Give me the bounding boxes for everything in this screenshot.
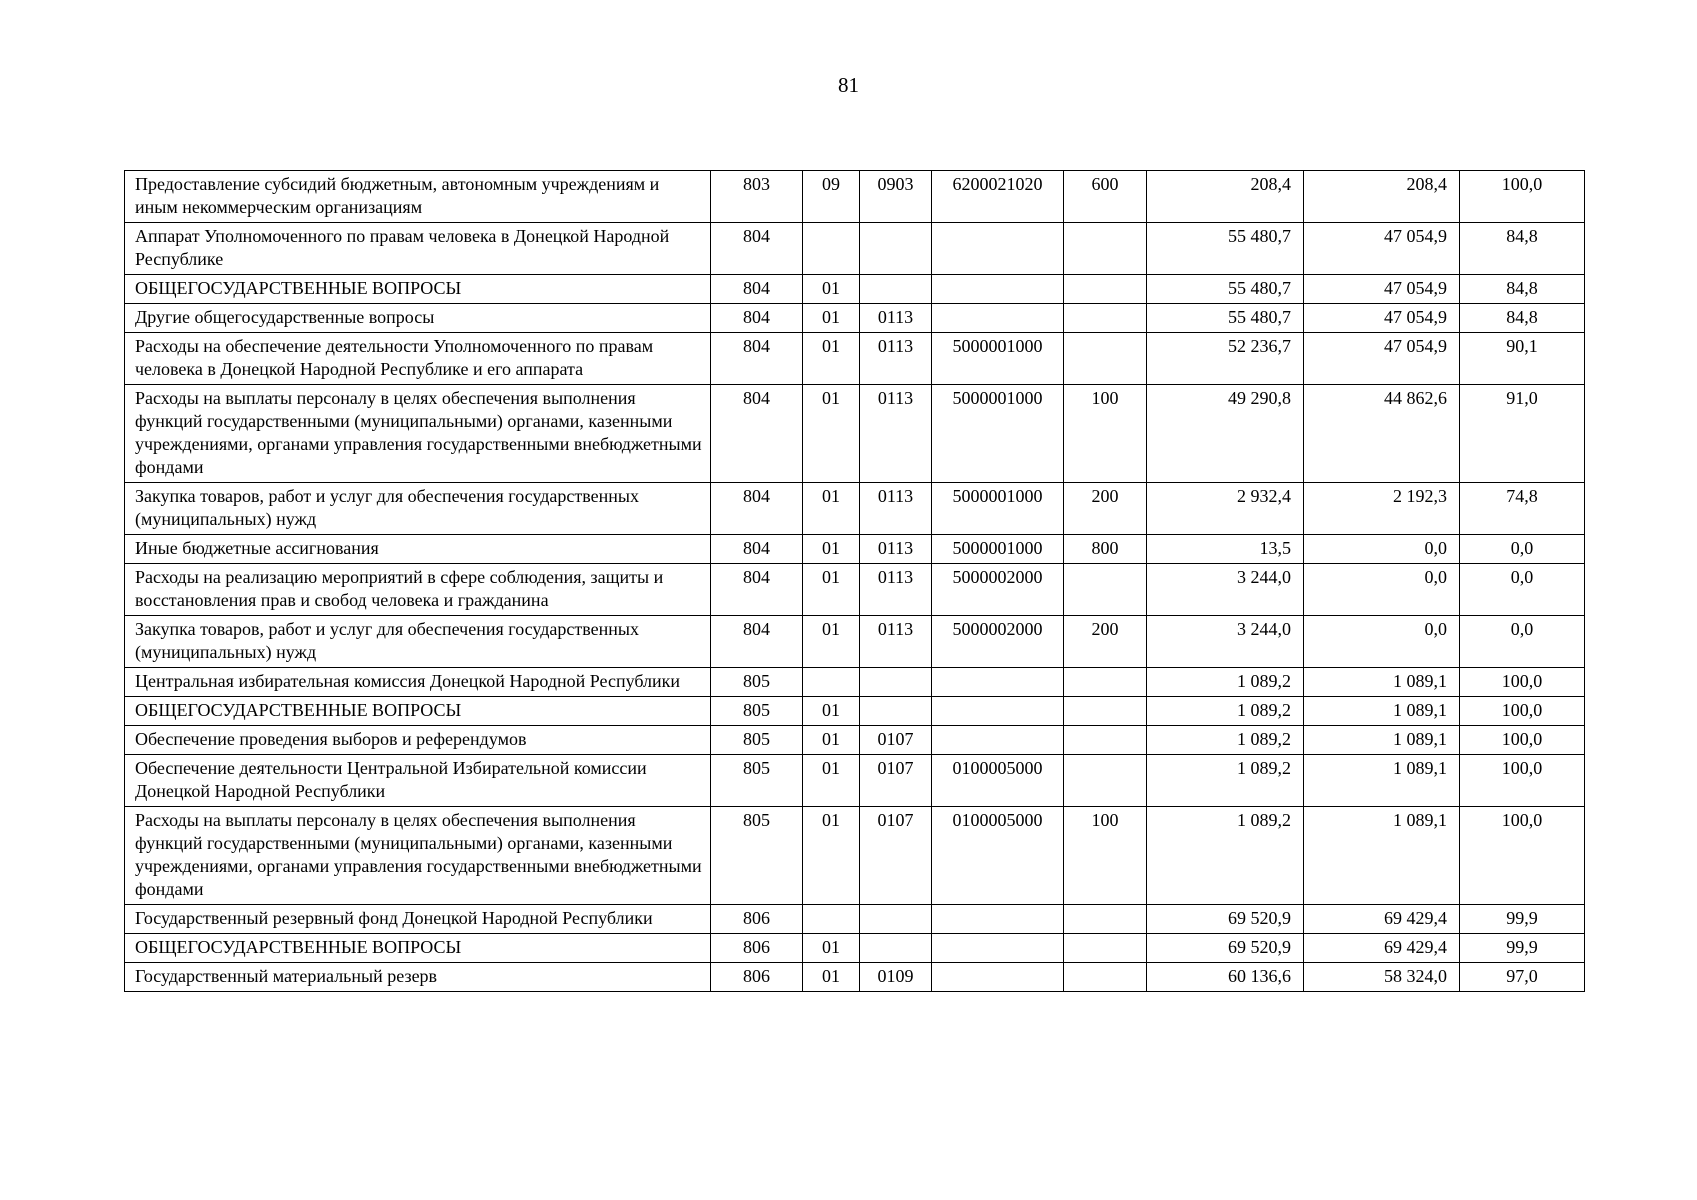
- execution-percent-cell: 74,8: [1460, 483, 1585, 535]
- row-name-cell: Предоставление субсидий бюджетным, автономным учреждениям и иным некоммерческим организациям: [125, 171, 711, 223]
- execution-percent-cell: 91,0: [1460, 385, 1585, 483]
- execution-percent-cell: 100,0: [1460, 668, 1585, 697]
- section-code-cell: 01: [803, 755, 860, 807]
- execution-percent-cell: 99,9: [1460, 905, 1585, 934]
- table-row: [125, 697, 1585, 726]
- table-row: [125, 668, 1585, 697]
- row-name-cell: Центральная избирательная комиссия Донецкой Народной Республики: [125, 668, 711, 697]
- section-code-cell: 01: [803, 483, 860, 535]
- execution-percent-cell: 100,0: [1460, 726, 1585, 755]
- ved-code-cell: 804: [711, 275, 803, 304]
- section-code-cell: [803, 905, 860, 934]
- ved-code-cell: 806: [711, 905, 803, 934]
- section-code-cell: 09: [803, 171, 860, 223]
- expense-type-cell: [1064, 697, 1147, 726]
- subsection-code-cell: [860, 668, 932, 697]
- execution-percent-cell: 90,1: [1460, 333, 1585, 385]
- ved-code-cell: 804: [711, 483, 803, 535]
- row-name-cell: Расходы на выплаты персоналу в целях обеспечения выполнения функций государственными (муниципальными) органами, казенными учреждениями, органами управления государственными внебюджетными фондами: [125, 807, 711, 905]
- planned-amount-cell: 55 480,7: [1147, 223, 1304, 275]
- actual-amount-cell: 58 324,0: [1304, 963, 1460, 992]
- execution-percent-cell: 84,8: [1460, 304, 1585, 333]
- table-row: [125, 385, 1585, 483]
- planned-amount-cell: 55 480,7: [1147, 304, 1304, 333]
- planned-amount-cell: 3 244,0: [1147, 616, 1304, 668]
- expense-type-cell: 200: [1064, 616, 1147, 668]
- row-name-cell: Обеспечение проведения выборов и референдумов: [125, 726, 711, 755]
- ved-code-cell: 805: [711, 755, 803, 807]
- table-row: [125, 616, 1585, 668]
- ved-code-cell: 805: [711, 726, 803, 755]
- planned-amount-cell: 1 089,2: [1147, 755, 1304, 807]
- target-article-cell: 5000001000: [932, 483, 1064, 535]
- execution-percent-cell: 84,8: [1460, 275, 1585, 304]
- row-name-cell: Закупка товаров, работ и услуг для обеспечения государственных (муниципальных) нужд: [125, 616, 711, 668]
- subsection-code-cell: [860, 223, 932, 275]
- expense-type-cell: [1064, 726, 1147, 755]
- expense-type-cell: [1064, 333, 1147, 385]
- planned-amount-cell: 1 089,2: [1147, 697, 1304, 726]
- execution-percent-cell: 99,9: [1460, 934, 1585, 963]
- section-code-cell: 01: [803, 564, 860, 616]
- table-row: [125, 755, 1585, 807]
- target-article-cell: 0100005000: [932, 755, 1064, 807]
- planned-amount-cell: 52 236,7: [1147, 333, 1304, 385]
- expense-type-cell: [1064, 934, 1147, 963]
- expense-type-cell: [1064, 223, 1147, 275]
- table-row: [125, 564, 1585, 616]
- ved-code-cell: 806: [711, 934, 803, 963]
- target-article-cell: 5000001000: [932, 333, 1064, 385]
- subsection-code-cell: 0107: [860, 755, 932, 807]
- target-article-cell: [932, 726, 1064, 755]
- expense-type-cell: [1064, 668, 1147, 697]
- section-code-cell: 01: [803, 726, 860, 755]
- subsection-code-cell: 0113: [860, 564, 932, 616]
- actual-amount-cell: 69 429,4: [1304, 934, 1460, 963]
- target-article-cell: [932, 304, 1064, 333]
- ved-code-cell: 804: [711, 616, 803, 668]
- row-name-cell: Обеспечение деятельности Центральной Избирательной комиссии Донецкой Народной Республики: [125, 755, 711, 807]
- expense-type-cell: [1064, 275, 1147, 304]
- row-name-cell: Расходы на обеспечение деятельности Уполномоченного по правам человека в Донецкой Народной Республике и его аппарата: [125, 333, 711, 385]
- planned-amount-cell: 60 136,6: [1147, 963, 1304, 992]
- execution-percent-cell: 84,8: [1460, 223, 1585, 275]
- actual-amount-cell: 208,4: [1304, 171, 1460, 223]
- execution-percent-cell: 100,0: [1460, 807, 1585, 905]
- section-code-cell: 01: [803, 304, 860, 333]
- section-code-cell: 01: [803, 333, 860, 385]
- target-article-cell: [932, 223, 1064, 275]
- row-name-cell: Иные бюджетные ассигнования: [125, 535, 711, 564]
- actual-amount-cell: 47 054,9: [1304, 304, 1460, 333]
- actual-amount-cell: 0,0: [1304, 616, 1460, 668]
- planned-amount-cell: 1 089,2: [1147, 668, 1304, 697]
- section-code-cell: 01: [803, 385, 860, 483]
- ved-code-cell: 804: [711, 385, 803, 483]
- expense-type-cell: 100: [1064, 807, 1147, 905]
- table-row: [125, 963, 1585, 992]
- execution-percent-cell: 100,0: [1460, 755, 1585, 807]
- planned-amount-cell: 1 089,2: [1147, 726, 1304, 755]
- table-row: [125, 483, 1585, 535]
- target-article-cell: [932, 934, 1064, 963]
- target-article-cell: [932, 275, 1064, 304]
- planned-amount-cell: 3 244,0: [1147, 564, 1304, 616]
- section-code-cell: 01: [803, 535, 860, 564]
- actual-amount-cell: 0,0: [1304, 564, 1460, 616]
- ved-code-cell: 804: [711, 564, 803, 616]
- row-name-cell: Государственный резервный фонд Донецкой Народной Республики: [125, 905, 711, 934]
- target-article-cell: [932, 697, 1064, 726]
- expense-type-cell: 800: [1064, 535, 1147, 564]
- actual-amount-cell: 1 089,1: [1304, 668, 1460, 697]
- section-code-cell: [803, 223, 860, 275]
- table-row: [125, 934, 1585, 963]
- page-number: 81: [838, 73, 859, 97]
- actual-amount-cell: 1 089,1: [1304, 726, 1460, 755]
- budget-table-body: [125, 171, 1585, 992]
- row-name-cell: ОБЩЕГОСУДАРСТВЕННЫЕ ВОПРОСЫ: [125, 697, 711, 726]
- subsection-code-cell: 0113: [860, 483, 932, 535]
- target-article-cell: [932, 963, 1064, 992]
- actual-amount-cell: 1 089,1: [1304, 755, 1460, 807]
- section-code-cell: 01: [803, 275, 860, 304]
- execution-percent-cell: 100,0: [1460, 697, 1585, 726]
- subsection-code-cell: 0113: [860, 333, 932, 385]
- target-article-cell: [932, 668, 1064, 697]
- section-code-cell: 01: [803, 807, 860, 905]
- ved-code-cell: 804: [711, 223, 803, 275]
- ved-code-cell: 805: [711, 668, 803, 697]
- row-name-cell: Закупка товаров, работ и услуг для обеспечения государственных (муниципальных) нужд: [125, 483, 711, 535]
- expense-type-cell: [1064, 963, 1147, 992]
- actual-amount-cell: 1 089,1: [1304, 807, 1460, 905]
- expense-type-cell: [1064, 304, 1147, 333]
- ved-code-cell: 804: [711, 304, 803, 333]
- row-name-cell: Расходы на выплаты персоналу в целях обеспечения выполнения функций государственными (муниципальными) органами, казенными учреждениями, органами управления государственными внебюджетными фондами: [125, 385, 711, 483]
- subsection-code-cell: [860, 905, 932, 934]
- row-name-cell: Государственный материальный резерв: [125, 963, 711, 992]
- subsection-code-cell: 0113: [860, 304, 932, 333]
- expense-type-cell: 600: [1064, 171, 1147, 223]
- actual-amount-cell: 1 089,1: [1304, 697, 1460, 726]
- section-code-cell: 01: [803, 934, 860, 963]
- planned-amount-cell: 1 089,2: [1147, 807, 1304, 905]
- table-row: [125, 807, 1585, 905]
- expense-type-cell: [1064, 905, 1147, 934]
- table-row: [125, 535, 1585, 564]
- section-code-cell: 01: [803, 963, 860, 992]
- section-code-cell: 01: [803, 697, 860, 726]
- subsection-code-cell: 0113: [860, 535, 932, 564]
- actual-amount-cell: 69 429,4: [1304, 905, 1460, 934]
- expense-type-cell: 200: [1064, 483, 1147, 535]
- ved-code-cell: 805: [711, 697, 803, 726]
- planned-amount-cell: 13,5: [1147, 535, 1304, 564]
- row-name-cell: Аппарат Уполномоченного по правам человека в Донецкой Народной Республике: [125, 223, 711, 275]
- target-article-cell: 6200021020: [932, 171, 1064, 223]
- table-row: [125, 726, 1585, 755]
- table-row: [125, 304, 1585, 333]
- actual-amount-cell: 0,0: [1304, 535, 1460, 564]
- row-name-cell: ОБЩЕГОСУДАРСТВЕННЫЕ ВОПРОСЫ: [125, 275, 711, 304]
- target-article-cell: 5000002000: [932, 616, 1064, 668]
- ved-code-cell: 804: [711, 333, 803, 385]
- expense-type-cell: 100: [1064, 385, 1147, 483]
- ved-code-cell: 803: [711, 171, 803, 223]
- table-row: [125, 275, 1585, 304]
- execution-percent-cell: 0,0: [1460, 535, 1585, 564]
- execution-percent-cell: 97,0: [1460, 963, 1585, 992]
- subsection-code-cell: 0107: [860, 807, 932, 905]
- actual-amount-cell: 2 192,3: [1304, 483, 1460, 535]
- subsection-code-cell: 0113: [860, 616, 932, 668]
- section-code-cell: 01: [803, 616, 860, 668]
- planned-amount-cell: 2 932,4: [1147, 483, 1304, 535]
- execution-percent-cell: 0,0: [1460, 564, 1585, 616]
- subsection-code-cell: [860, 275, 932, 304]
- planned-amount-cell: 208,4: [1147, 171, 1304, 223]
- actual-amount-cell: 47 054,9: [1304, 223, 1460, 275]
- row-name-cell: Расходы на реализацию мероприятий в сфере соблюдения, защиты и восстановления прав и свобод человека и гражданина: [125, 564, 711, 616]
- row-name-cell: ОБЩЕГОСУДАРСТВЕННЫЕ ВОПРОСЫ: [125, 934, 711, 963]
- ved-code-cell: 806: [711, 963, 803, 992]
- expense-type-cell: [1064, 564, 1147, 616]
- table-row: [125, 223, 1585, 275]
- section-code-cell: [803, 668, 860, 697]
- subsection-code-cell: [860, 697, 932, 726]
- subsection-code-cell: 0903: [860, 171, 932, 223]
- planned-amount-cell: 69 520,9: [1147, 934, 1304, 963]
- subsection-code-cell: 0113: [860, 385, 932, 483]
- target-article-cell: [932, 905, 1064, 934]
- subsection-code-cell: [860, 934, 932, 963]
- table-row: [125, 171, 1585, 223]
- table-row: [125, 333, 1585, 385]
- subsection-code-cell: 0107: [860, 726, 932, 755]
- row-name-cell: Другие общегосударственные вопросы: [125, 304, 711, 333]
- table-row: [125, 905, 1585, 934]
- planned-amount-cell: 49 290,8: [1147, 385, 1304, 483]
- subsection-code-cell: 0109: [860, 963, 932, 992]
- budget-table: [124, 170, 1585, 992]
- target-article-cell: 5000001000: [932, 535, 1064, 564]
- target-article-cell: 5000001000: [932, 385, 1064, 483]
- ved-code-cell: 804: [711, 535, 803, 564]
- actual-amount-cell: 44 862,6: [1304, 385, 1460, 483]
- ved-code-cell: 805: [711, 807, 803, 905]
- execution-percent-cell: 0,0: [1460, 616, 1585, 668]
- actual-amount-cell: 47 054,9: [1304, 275, 1460, 304]
- expense-type-cell: [1064, 755, 1147, 807]
- planned-amount-cell: 55 480,7: [1147, 275, 1304, 304]
- target-article-cell: 5000002000: [932, 564, 1064, 616]
- planned-amount-cell: 69 520,9: [1147, 905, 1304, 934]
- target-article-cell: 0100005000: [932, 807, 1064, 905]
- execution-percent-cell: 100,0: [1460, 171, 1585, 223]
- actual-amount-cell: 47 054,9: [1304, 333, 1460, 385]
